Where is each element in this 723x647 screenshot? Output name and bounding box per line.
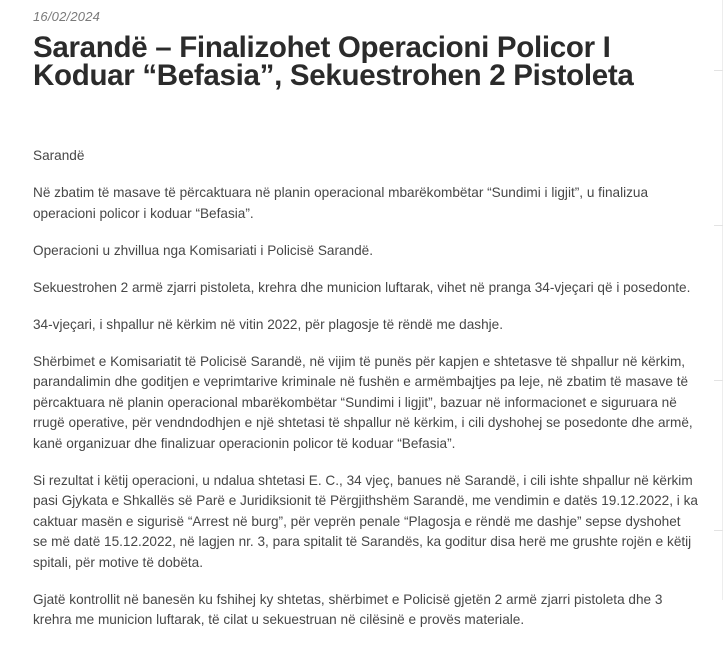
sidebar-divider xyxy=(714,225,723,226)
article-body xyxy=(33,146,698,647)
paragraph: Shërbimet e Komisariatit të Policisë Sarandë, në vijim të punës për kapjen e shtetasve të shpallur në kërkim, parandalimin dhe goditjen e veprimtarive kriminale në fushën e armëmbajtjes pa leje, në zbatim të masave të përcaktuara në planin operacional mbarëkombëtar “Sundimi i ligjit”, bazuar në informacionet e siguruara në rrugë operative, për vendndodhjen e një shtetasi të shpallur në kërkim, i cili dyshohej se posedonte dhe armë, kanë organizuar dhe finalizuar operacionin policor të koduar “Befasia”. xyxy=(33,353,693,451)
paragraph: Operacioni u zhvillua nga Komisariati i Policisë Sarandë. xyxy=(33,242,374,258)
paragraph: Gjatë kontrollit në banesën ku fshihej ky shtetas, shërbimet e Policisë gjetën 2 armë zjarri pistoleta dhe 3 krehra me municion luftarak, të cilat u sekuestruan në cilësinë e provës materiale. xyxy=(33,591,663,627)
paragraph: Si rezultat i këtij operacioni, u ndalua shtetasi E. C., 34 vjeç, banues në Sarandë, i cili ishte shpallur në kërkim pasi Gjykata e Shkallës së Parë e Juridiksionit të Përgjithshëm Sarandë, me vendimin e datës 19.12.2022, i ka caktuar masën e sigurisë “Arrest në burg”, për veprën penale “Plagosja e rëndë me dashje” sepse dyshohet se më datë 15.12.2022, në lagjen nr. 3, para spitalit të Sarandës, ka goditur disa herë me grushte rojën e këtij spitali, për motive të dobëta. xyxy=(33,472,698,570)
sidebar-divider xyxy=(714,530,723,531)
sidebar-divider xyxy=(714,70,723,71)
article-title: Sarandë – Finalizohet Operacioni Policor I Koduar “Befasia”, Sekuestrohen 2 Pistoleta xyxy=(33,31,634,92)
paragraph-location: Sarandë xyxy=(33,148,85,163)
paragraph: 34-vjeçari, i shpallur në kërkim në vitin 2022, për plagosje të rëndë me dashje. xyxy=(33,316,503,332)
publish-date: 16/02/2024 xyxy=(33,9,101,24)
paragraph: Sekuestrohen 2 armë zjarri pistoleta, krehra dhe municion luftarak, vihet në pranga 34-vjeçari që i posedonte. xyxy=(33,279,691,295)
paragraph: Në zbatim të masave të përcaktuara në planin operacional mbarëkombëtar “Sundimi i ligjit”, u finalizua operacioni policor i koduar “Befasia”. xyxy=(33,185,649,221)
sidebar-divider xyxy=(714,380,723,381)
